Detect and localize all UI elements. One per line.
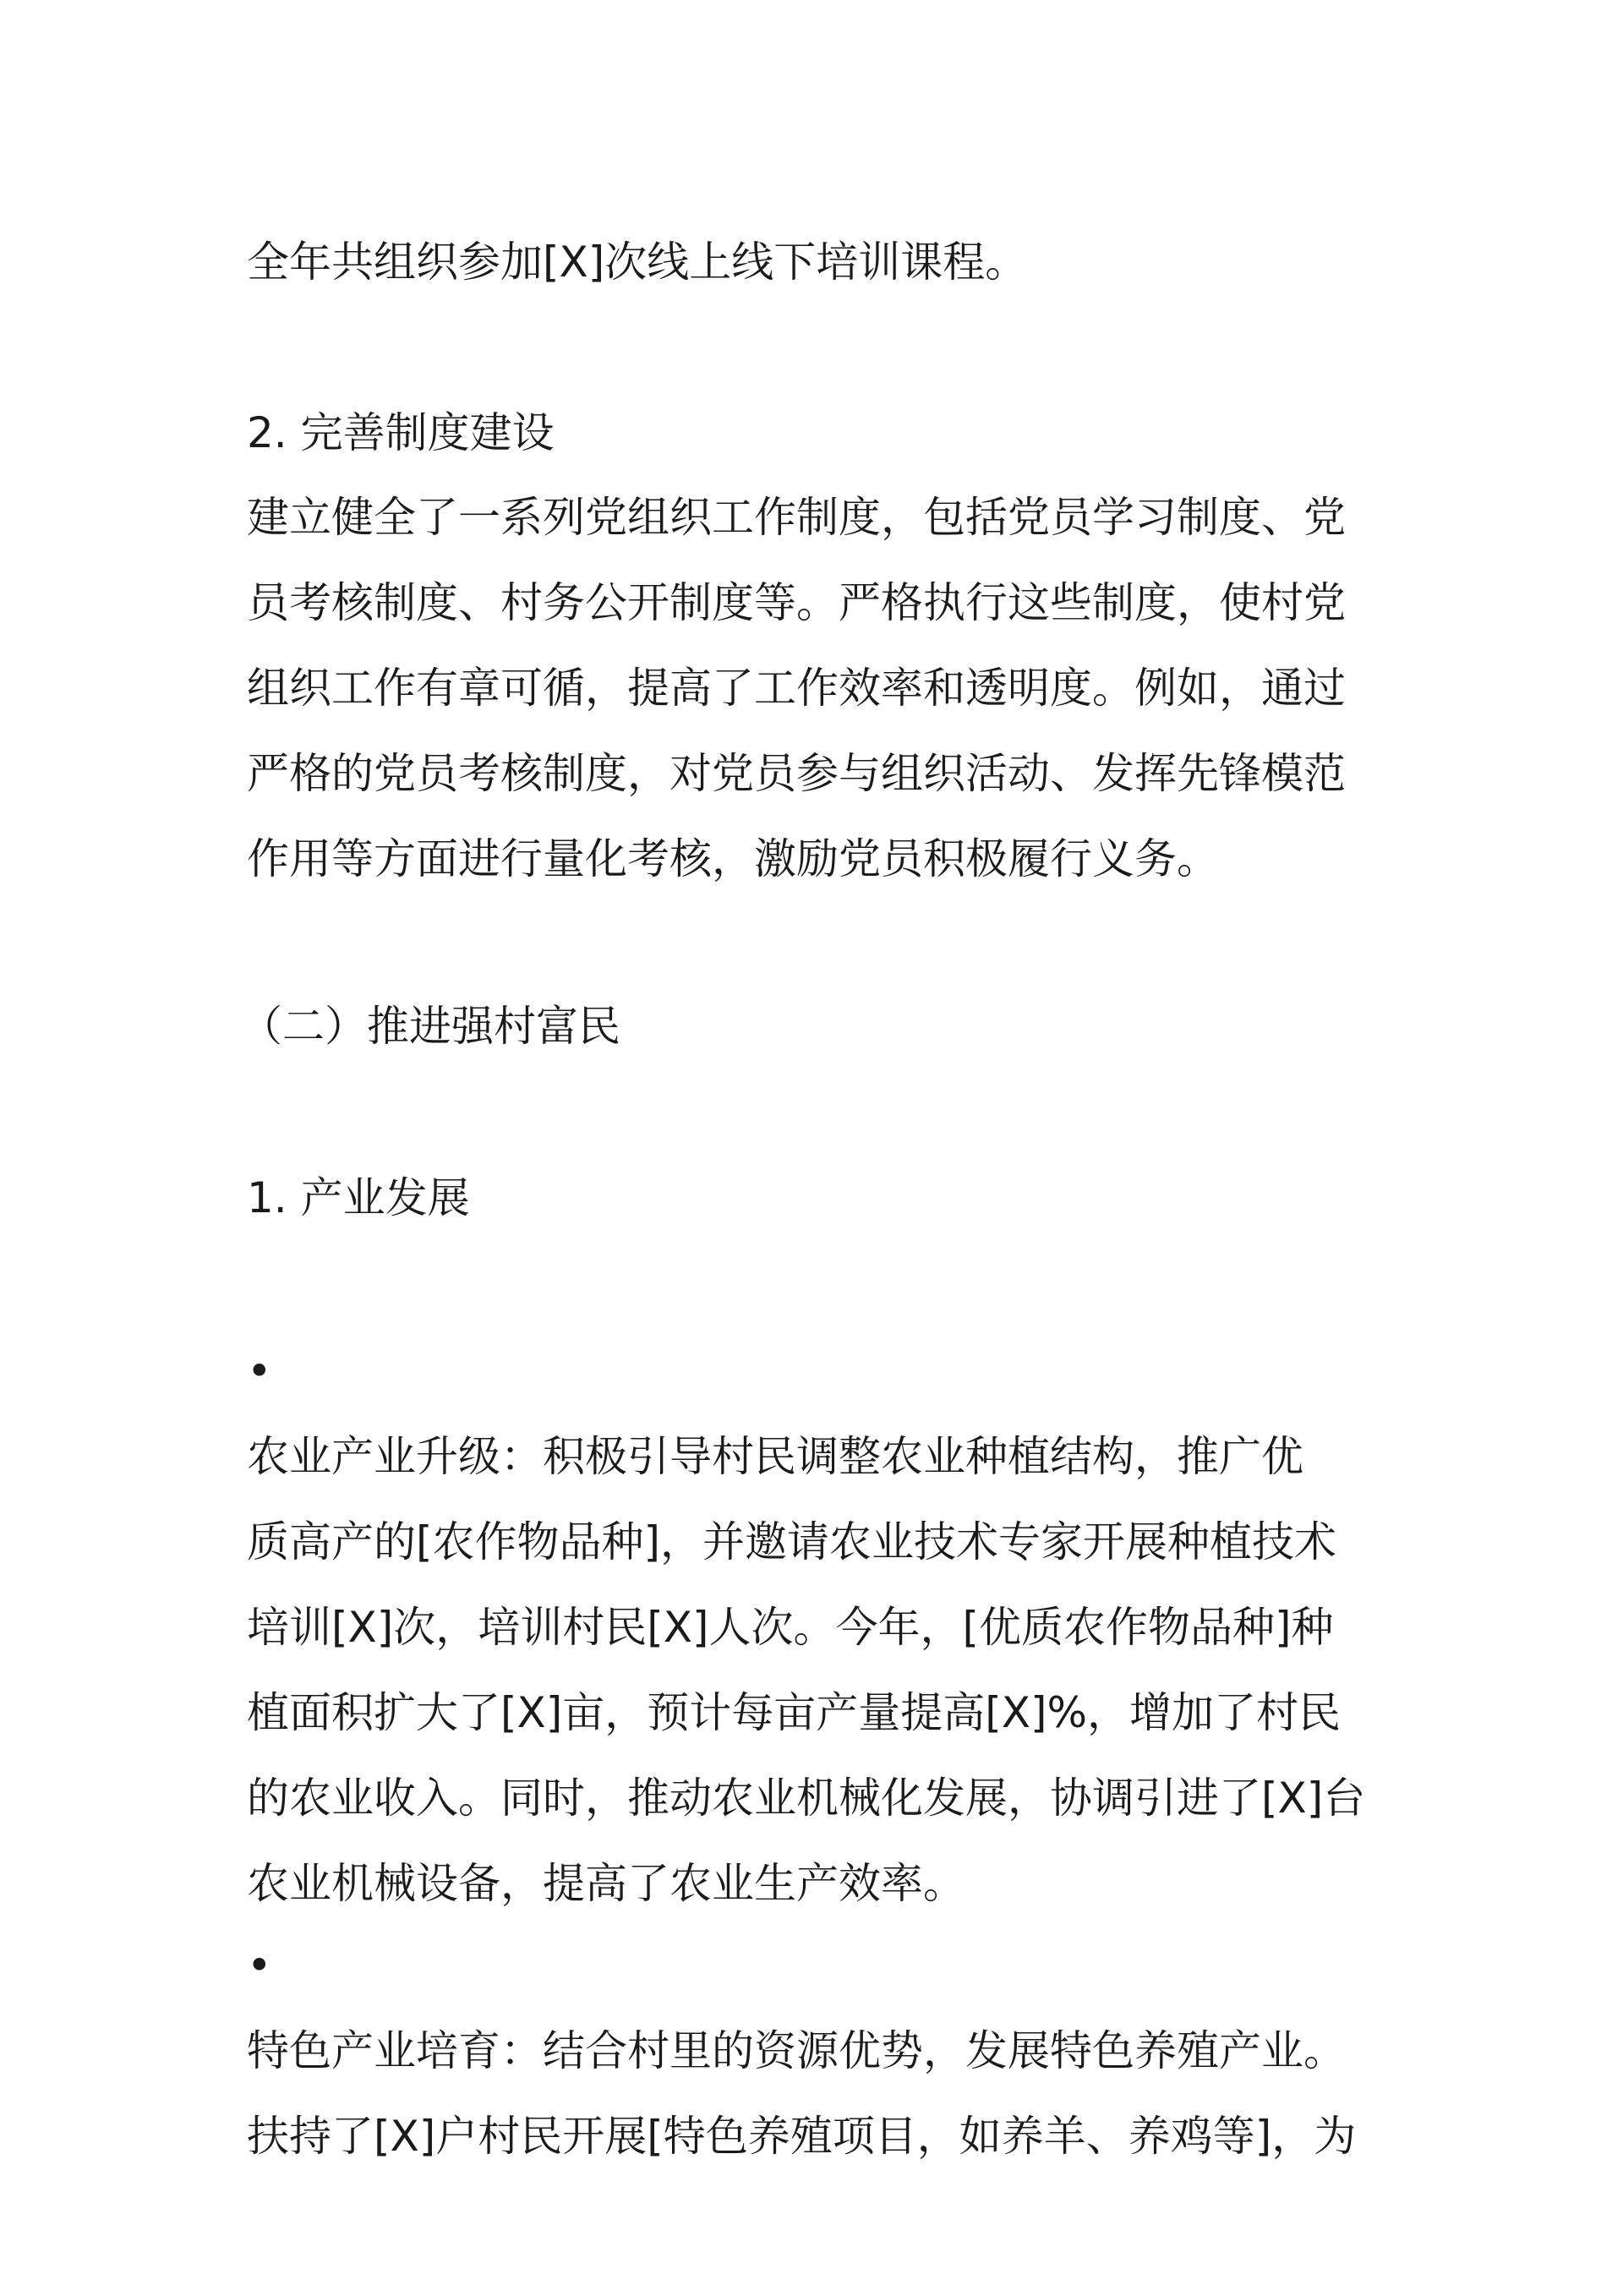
- bullet-item-agriculture: [247, 1329, 1430, 1927]
- section-2-body-line: 员考核制度、村务公开制度等。严格执行这些制度，使村党: [247, 578, 1346, 627]
- section-2-body-line: 作用等方面进行量化考核，激励党员积极履行义务。: [247, 834, 1219, 883]
- intro-line: 全年共组织参加[X]次线上线下培训课程。: [247, 238, 1028, 287]
- section-2-body-line: 严格的党员考核制度，对党员参与组织活动、发挥先锋模范: [247, 749, 1346, 798]
- bullet-icon: •: [247, 1347, 272, 1396]
- section-2-heading: 2. 完善制度建设: [247, 408, 555, 457]
- section-2-body-line: 组织工作有章可循，提高了工作效率和透明度。例如，通过: [247, 664, 1346, 713]
- section-2-body-line: 建立健全了一系列党组织工作制度，包括党员学习制度、党: [247, 493, 1346, 542]
- part-2-heading: （二）推进强村富民: [240, 1002, 620, 1051]
- bullet-text: 农业产业升级：积极引导村民调整农业种植结构，推广优: [247, 1432, 1303, 1481]
- bullet-line: 农业机械设备，提高了农业生产效率。: [247, 1859, 965, 1908]
- bullet-line: [247, 1329, 1430, 1500]
- bullet-icon: •: [247, 1941, 272, 1990]
- bullet-line: 培训[X]次，培训村民[X]人次。今年，[优质农作物品种]种: [247, 1603, 1334, 1652]
- bullet-text: 特色产业培育：结合村里的资源优势，发展特色养殖产业。: [247, 2026, 1346, 2075]
- bullet-line: 植面积扩大了[X]亩，预计每亩产量提高[X]%，增加了村民: [247, 1688, 1342, 1737]
- section-2-body: [247, 475, 1430, 902]
- bullet-item-specialty: [247, 1923, 1430, 2179]
- bullet-line: 质高产的[农作物品种]，并邀请农业技术专家开展种植技术: [247, 1517, 1337, 1566]
- bullet-line: 的农业收入。同时，推动农业机械化发展，协调引进了[X]台: [247, 1774, 1366, 1823]
- bullet-line: 扶持了[X]户村民开展[特色养殖项目，如养羊、养鸡等]，为: [247, 2112, 1357, 2161]
- subsection-1-heading: 1. 产业发展: [247, 1173, 470, 1222]
- bullet-line: [247, 1923, 1430, 2094]
